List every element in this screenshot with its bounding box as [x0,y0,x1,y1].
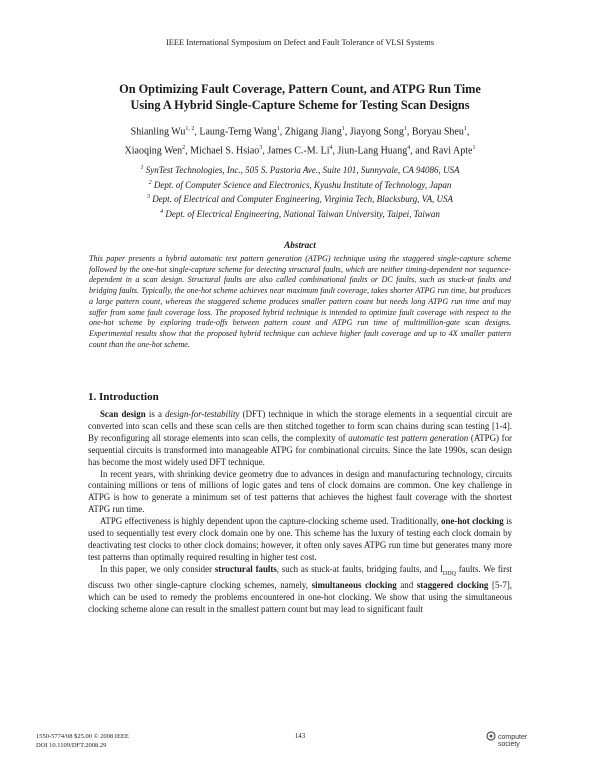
title-line-1: On Optimizing Fault Coverage, Pattern Count, and ATPG Run Time [119,82,481,96]
affiliation-sup: 4 [160,208,164,215]
author-sup: 1 [403,126,407,132]
affiliation-sup: 3 [146,194,150,200]
footer-issn: 1550-5774/08 $25.00 © 2008 IEEE [36,733,129,740]
term-staggered-clocking: staggered clocking [416,580,489,591]
author-list [40,121,560,160]
author-name: Laung-Terng Wang [199,126,277,138]
affiliation-text: Dept. of Electrical Engineering, National Taiwan University, Taipei, Taiwan [165,208,440,219]
page-number: 143 [294,733,306,740]
intro-paragraph-2: In recent years, with shrinking device geometry due to advances in design and manufacturing technology, circuits containing millions or tens of millions of logic gates and tens of clock domains are common. One key challenge in ATPG is how to generate a minimum set of test patterns that achieves the highest fault coverage with the shortest ATPG run time. [88,468,512,515]
affiliation-1 [60,162,540,177]
author-name: Xiaoqing Wen [124,145,183,157]
logo-text [498,734,527,748]
text-span: faults. We first discuss two other single-capture clocking schemes, namely, [88,563,512,591]
text-span: [5-7], which can be used to remedy the problems encountered in one-hot clocking. We show that using the simultaneous clocking scheme alone can result in the smallest pattern count but may lead to significant fault [88,580,512,615]
author-name: James C.-M. Li [267,145,330,157]
term-simultaneous-clocking: simultaneous clocking [311,580,397,591]
author-sup: 1 [472,145,476,152]
author-sup: 1 [341,126,345,132]
affiliations [60,162,540,220]
intro-paragraph-3 [88,516,512,564]
author-name: Zhigang Jiang [284,126,342,138]
text-span: , such as stuck-at faults, bridging faults, and I [276,563,443,574]
term-atpg: automatic test pattern generation [348,432,469,443]
affiliation-2 [60,177,540,192]
term-scan-design: Scan design [100,409,146,419]
text-span: (DFT) technique in which the storage elements in a sequential circuit are converted into scan cells and these scan cells are then stitched together to form scan chains during scan testing [1-4]. By reconfiguring all storage elements into scan cells, the complexity of [88,409,513,443]
author-sup: 4 [329,145,333,152]
author-sup: 4 [407,145,411,152]
affiliation-text: Dept. of Computer Science and Electronics, Kyushu Institute of Technology, Japan [153,179,452,190]
computer-society-logo [486,725,566,753]
author-name: Jiayong Song [349,126,404,138]
abstract-heading: Abstract [284,240,316,250]
author-sup: 3 [259,145,263,152]
section-heading-introduction: 1. Introduction [88,391,159,403]
author-line-1: Shianling Wu$^{1, 2}$, Laung-Terng Wang$^1$, Zhigang Jiang$^1$, Jiayong Song$^1$, Boryau Sheu$^1$, [130,126,470,138]
term-structural-faults: structural faults [214,563,277,574]
affiliation-text: Dept. of Electrical and Computer Engineering, Virginia Tech, Blacksburg, VA, USA [152,194,454,204]
term-one-hot-clocking: one-hot clocking [441,516,504,527]
logo-line-1: computer [498,734,528,741]
author-name: Michael S. Hsiao [190,145,260,157]
intro-paragraph-1 [88,409,512,469]
author-name: and Ravi Apte [415,145,473,157]
author-sup: 2 [182,145,186,152]
text-span: is a [145,409,166,419]
affiliation-3 [60,191,540,206]
affiliation-sup: 2 [148,179,152,186]
author-name: Jiun-Lang Huang [337,145,408,157]
term-dft: design-for-testability [165,409,240,419]
author-sup: 1, 2 [185,126,195,132]
author-sup: 1 [463,126,467,132]
author-line-2: Xiaoqing Wen$^2$, Michael S. Hsiao$^3$, James C.-M. Li$^4$, Jiun-Lang Huang$^4$, and Ravi Apte$^1$ [124,145,476,157]
conference-header: IEEE International Symposium on Defect and Fault Tolerance of VLSI Systems [166,38,434,47]
text-span: (ATPG) for sequential circuits is transformed into manageable ATPG for combinational circuits. Since the late 1990s, scan design has become the most widely used DFT technique. [88,432,512,467]
text-span: and [396,580,417,591]
affiliation-4 [60,206,540,221]
author-name: Shianling Wu [130,126,186,138]
paper-title [60,82,540,113]
subscript-ddq: DDQ [442,570,456,577]
abstract-text: This paper presents a hybrid automatic test pattern generation (ATPG) technique using the staggered single-capture scheme followed by the one-hot single-capture scheme for detecting structural faults, which are neither timing-dependent nor sequence-dependent in a scan design. Structural faults are also called combinational faults or DC faults, such as stuck-at faults and bridging faults. Typically, the one-hot scheme achieves near maximum fault coverage, takes shorter ATPG run time, but produces a large pattern count, whereas the staggered scheme produces smaller pattern count but needs long ATPG run time and may suffer from some fault coverage loss. The proposed hybrid technique is intended to optimize fault coverage with respect to the one-hot scheme by exploring trade-offs between pattern count and ATPG run time of multimillion-gate scan designs. Experimental results show that the proposed hybrid technique can achieve higher fault coverage and up to 4X smaller pattern count than the one-hot scheme. [89,254,511,349]
intro-paragraph-4 [88,564,512,616]
author-name: Boryau Sheu [411,126,464,138]
text-span: is used to sequentially test every clock domain one by one. This scheme has the luxury of testing each clock domain by deactivating test clocks to other clock domains; however, it often only saves ATPG run time but generates many more test patterns than optimally required resulting in higher test cost. [88,516,512,562]
title-line-2: Using A Hybrid Single-Capture Scheme for Testing Scan Designs [130,97,470,112]
text-span: ATPG effectiveness is highly dependent upon the capture-clocking scheme used. Traditionally, [100,516,442,527]
footer-doi: DOI 10.1109/DFT.2008.29 [36,742,107,749]
logo-mark-icon [486,731,496,741]
affiliation-text: SynTest Technologies, Inc., 505 S. Pastoria Ave., Suite 101, Sunnyvale, CA 94086, USA [145,165,460,175]
logo-line-2: society [498,741,520,748]
author-sup: 1 [276,126,280,132]
text-span: In this paper, we only consider [100,563,215,574]
affiliation-sup: 1 [140,165,144,171]
introduction-body [88,409,512,616]
